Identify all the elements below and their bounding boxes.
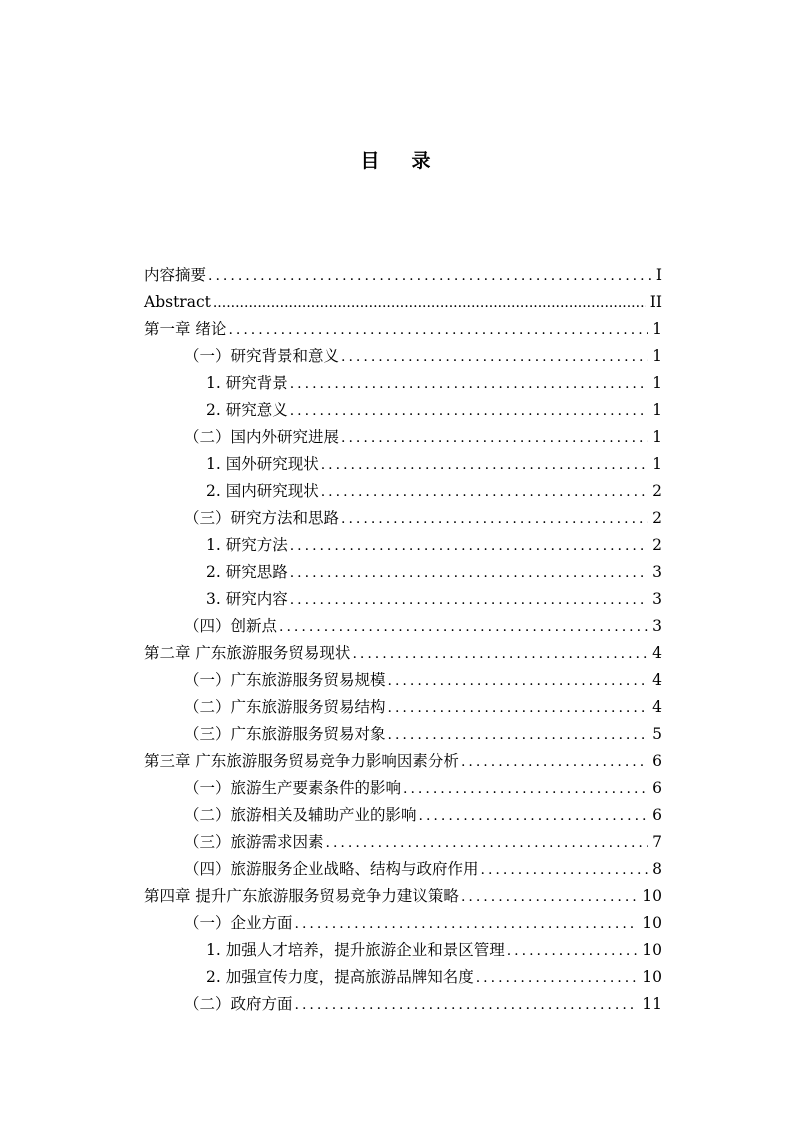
toc-entry-page-number: 7 <box>652 833 662 851</box>
toc-entry-page-number: 10 <box>642 887 662 905</box>
toc-entry-page-number: 10 <box>642 968 662 986</box>
toc-entry-page-number: 1 <box>652 401 662 419</box>
toc-entry-label: （三）广东旅游服务贸易对象 <box>184 725 386 743</box>
dot-leader <box>295 911 639 938</box>
dot-leader <box>388 668 649 695</box>
toc-entry-page-number: 4 <box>652 698 662 716</box>
toc-entry-page-number: I <box>655 266 662 284</box>
toc-entry[interactable] <box>144 316 662 343</box>
dot-leader <box>419 803 649 830</box>
toc-entry-label: 第三章 广东旅游服务贸易竞争力影响因素分析 <box>144 752 459 770</box>
toc-entry[interactable] <box>144 586 662 613</box>
toc-entry[interactable] <box>144 883 662 910</box>
dot-leader <box>321 452 648 479</box>
toc-entry-page-number: 10 <box>642 941 662 959</box>
dot-leader <box>341 506 648 533</box>
toc-entry[interactable] <box>144 370 662 397</box>
toc-entry[interactable] <box>144 262 662 289</box>
toc-entry-label: 2. 国内研究现状 <box>206 482 319 500</box>
toc-entry-label: 2. 研究意义 <box>206 401 288 419</box>
dot-leader <box>388 722 649 749</box>
dot-leader <box>295 992 639 1019</box>
toc-entry-label: 内容摘要 <box>144 266 207 284</box>
toc-entry[interactable] <box>144 289 662 316</box>
page-title <box>0 146 793 173</box>
toc-entry-page-number: 1 <box>652 374 662 392</box>
toc-entry-label: （一）旅游生产要素条件的影响 <box>184 779 402 797</box>
toc-entry[interactable] <box>144 937 662 964</box>
toc-entry-label: （四）创新点 <box>184 617 278 635</box>
toc-entry-label: （二）旅游相关及辅助产业的影响 <box>184 806 417 824</box>
toc-entry[interactable] <box>144 424 662 451</box>
dot-leader <box>213 290 646 317</box>
toc-entry-label: （一）企业方面 <box>184 914 293 932</box>
dot-leader <box>290 533 648 560</box>
toc-entry[interactable] <box>144 505 662 532</box>
toc-entry[interactable] <box>144 721 662 748</box>
dot-leader <box>388 695 649 722</box>
toc-entry[interactable] <box>144 397 662 424</box>
toc-entry-page-number: 2 <box>652 482 662 500</box>
toc-entry-label: 1. 研究方法 <box>206 536 288 554</box>
toc-entry[interactable] <box>144 991 662 1018</box>
toc-entry-page-number: 3 <box>652 563 662 581</box>
toc-entry-page-number: 11 <box>642 995 662 1013</box>
toc-entry-page-number: 3 <box>652 590 662 608</box>
toc-entry-page-number: 1 <box>652 428 662 446</box>
toc-entry-page-number: II <box>649 293 662 311</box>
toc-entry-page-number: 6 <box>652 752 662 770</box>
title-char-2: 录 <box>411 150 433 172</box>
toc-entry-page-number: 6 <box>652 806 662 824</box>
toc-entry-page-number: 8 <box>652 860 662 878</box>
toc-entry-label: Abstract <box>144 293 211 311</box>
toc-entry[interactable] <box>144 910 662 937</box>
toc-entry-label: 第一章 绪论 <box>144 320 227 338</box>
toc-entry[interactable] <box>144 667 662 694</box>
dot-leader <box>321 479 648 506</box>
dot-leader <box>507 938 639 965</box>
toc-entry-page-number: 3 <box>652 617 662 635</box>
dot-leader <box>341 344 648 371</box>
toc-entry-label: （二）国内外研究进展 <box>184 428 340 446</box>
toc-entry-page-number: 4 <box>652 671 662 689</box>
toc-entry-label: 第二章 广东旅游服务贸易现状 <box>144 644 351 662</box>
toc-entry-label: （一）广东旅游服务贸易规模 <box>184 671 386 689</box>
toc-entry[interactable] <box>144 343 662 370</box>
dot-leader <box>481 857 649 884</box>
toc-entry-page-number: 2 <box>652 536 662 554</box>
toc-entry[interactable] <box>144 964 662 991</box>
toc-entry-page-number: 10 <box>642 914 662 932</box>
title-char-1: 目 <box>360 150 382 172</box>
toc-entry[interactable] <box>144 802 662 829</box>
dot-leader <box>352 641 648 668</box>
dot-leader <box>476 965 639 992</box>
toc-entry[interactable] <box>144 532 662 559</box>
dot-leader <box>290 560 648 587</box>
toc-entry-label: 1. 加强人才培养，提升旅游企业和景区管理 <box>206 941 505 959</box>
toc-entry-label: （三）旅游需求因素 <box>184 833 324 851</box>
toc-entry-label: （一）研究背景和意义 <box>184 347 340 365</box>
toc-entry-label: 2. 研究思路 <box>206 563 288 581</box>
toc-entry[interactable] <box>144 829 662 856</box>
dot-leader <box>290 398 648 425</box>
toc-entry-label: （二）政府方面 <box>184 995 293 1013</box>
toc-entry-page-number: 2 <box>652 509 662 527</box>
toc-entry-page-number: 6 <box>652 779 662 797</box>
dot-leader <box>341 425 648 452</box>
dot-leader <box>279 614 648 641</box>
table-of-contents <box>144 262 662 1018</box>
toc-entry[interactable] <box>144 478 662 505</box>
toc-entry-label: 1. 研究背景 <box>206 374 288 392</box>
dot-leader <box>208 263 652 290</box>
dot-leader <box>326 830 649 857</box>
toc-entry[interactable] <box>144 559 662 586</box>
toc-entry-page-number: 1 <box>652 320 662 338</box>
toc-entry[interactable] <box>144 613 662 640</box>
toc-entry-label: 1. 国外研究现状 <box>206 455 319 473</box>
toc-entry[interactable] <box>144 775 662 802</box>
toc-entry-label: （四）旅游服务企业战略、结构与政府作用 <box>184 860 479 878</box>
dot-leader <box>228 317 648 344</box>
dot-leader <box>461 749 648 776</box>
toc-entry-page-number: 1 <box>652 455 662 473</box>
toc-entry[interactable] <box>144 451 662 478</box>
dot-leader <box>290 371 648 398</box>
toc-entry-page-number: 4 <box>652 644 662 662</box>
toc-entry-label: 3. 研究内容 <box>206 590 288 608</box>
toc-entry[interactable] <box>144 856 662 883</box>
toc-entry[interactable] <box>144 640 662 667</box>
dot-leader <box>403 776 648 803</box>
dot-leader <box>461 884 638 911</box>
toc-entry-label: （二）广东旅游服务贸易结构 <box>184 698 386 716</box>
toc-entry-label: （三）研究方法和思路 <box>184 509 340 527</box>
toc-entry[interactable] <box>144 694 662 721</box>
toc-entry[interactable] <box>144 748 662 775</box>
toc-entry-page-number: 5 <box>652 725 662 743</box>
toc-entry-label: 2. 加强宣传力度，提高旅游品牌知名度 <box>206 968 474 986</box>
toc-entry-label: 第四章 提升广东旅游服务贸易竞争力建议策略 <box>144 887 459 905</box>
toc-entry-page-number: 1 <box>652 347 662 365</box>
dot-leader <box>290 587 648 614</box>
